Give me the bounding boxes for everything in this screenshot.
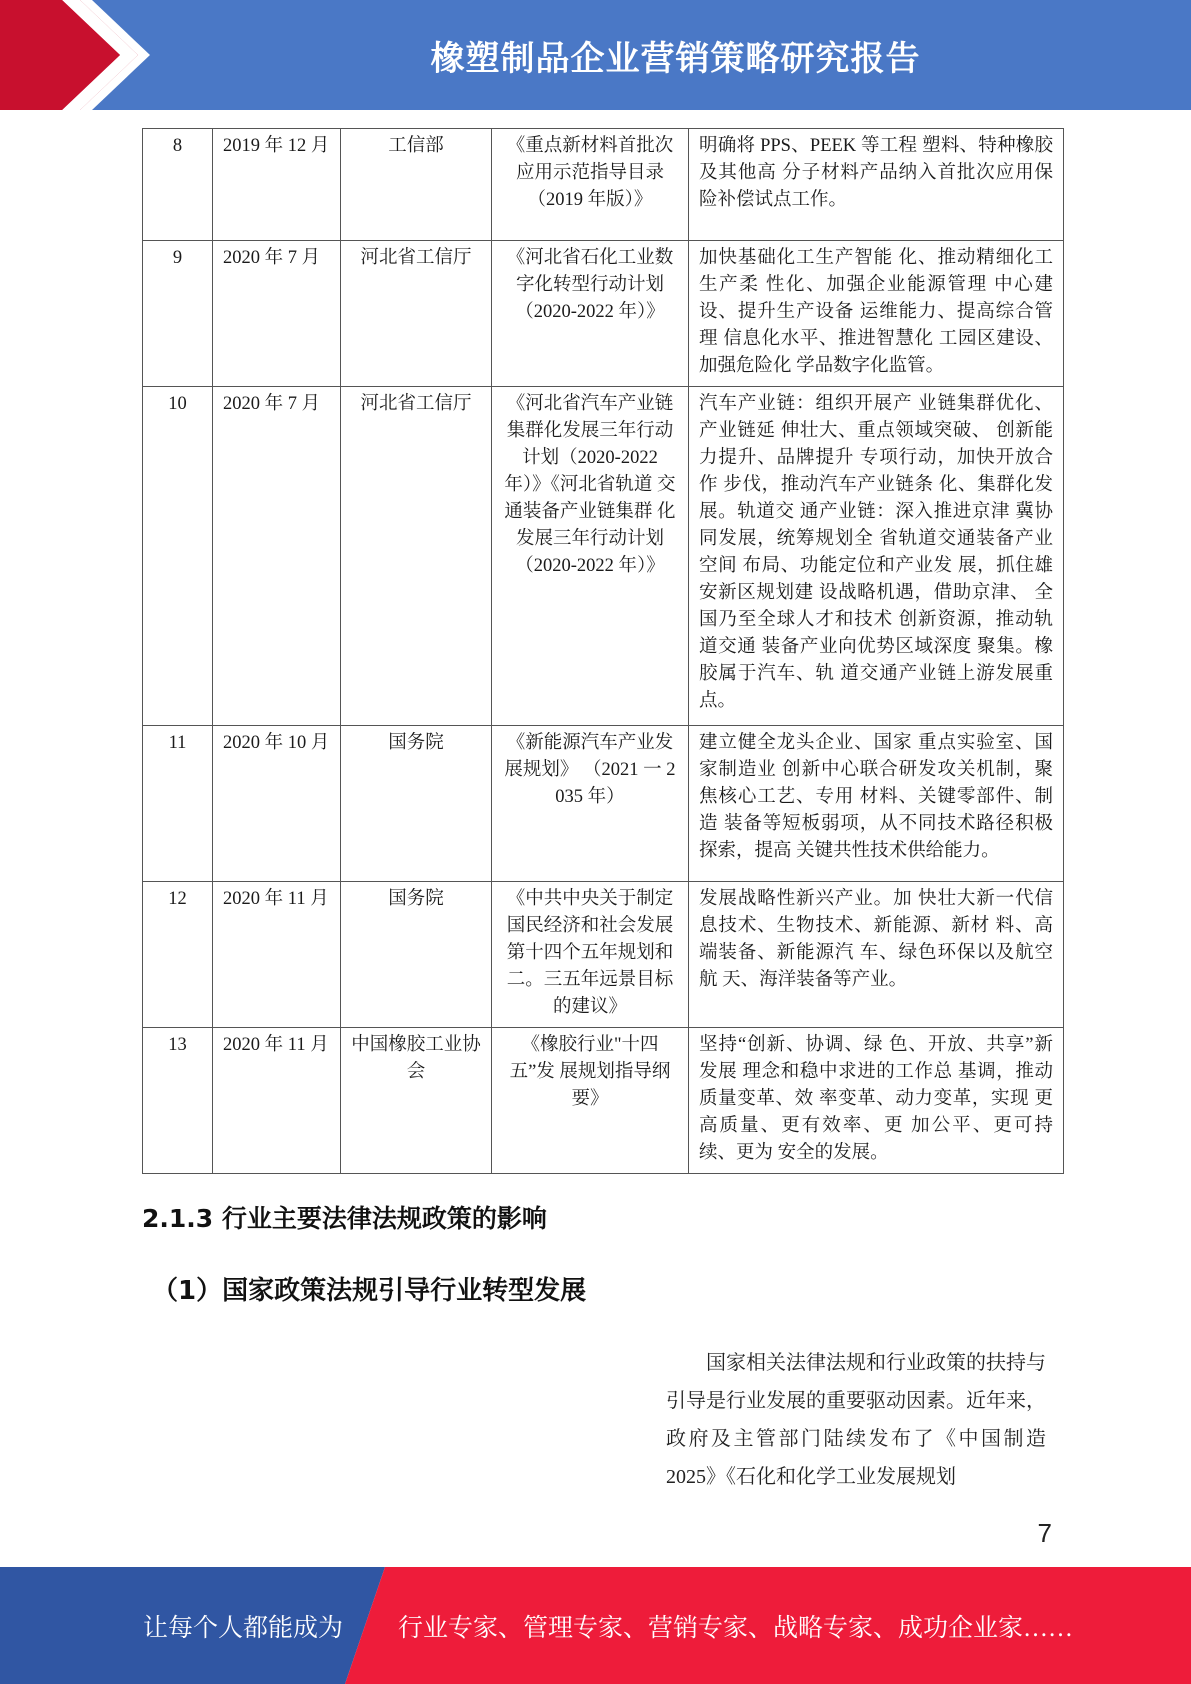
section-heading: 2.1.3 行业主要法律法规政策的影响 <box>142 1204 547 1233</box>
row-department: 中国橡胶工业协 会 <box>341 1028 492 1174</box>
row-number: 11 <box>143 726 213 882</box>
row-date: 2020 年 7 月 <box>213 387 341 726</box>
body-paragraph-text: 国家相关法律法规和行业政策的扶持与引导是行业发展的重要驱动因素。近年来，政府及主管部门陆续发布了《中国制造 2025》《石化和化学工业发展规划 <box>666 1352 1046 1488</box>
row-date: 2019 年 12 月 <box>213 129 341 241</box>
row-document: 《河北省石化工业数 字化转型行动计划 （2020-2022 年）》 <box>492 241 689 387</box>
subsection-heading: （1）国家政策法规引导行业转型发展 <box>152 1276 587 1306</box>
row-date: 2020 年 11 月 <box>213 1028 341 1174</box>
row-department: 河北省工信厅 <box>341 241 492 387</box>
row-description: 坚持“创新、协调、绿 色、开放、共享”新发展 理念和稳中求进的工作总 基调，推动质量变革、效 率变革、动力变革，实现 更高质量、更有效率、更 加公平、更可持续、更为 安全的发展。 <box>689 1028 1064 1174</box>
table-row <box>143 241 1064 387</box>
table-row <box>143 129 1064 241</box>
row-department: 河北省工信厅 <box>341 387 492 726</box>
row-date: 2020 年 11 月 <box>213 882 341 1028</box>
row-number: 13 <box>143 1028 213 1174</box>
row-document: 《橡胶行业"十四五”发 展规划指导纲要》 <box>492 1028 689 1174</box>
body-paragraph <box>666 1344 1046 1496</box>
row-date: 2020 年 7 月 <box>213 241 341 387</box>
header-arrow-decoration <box>0 0 160 110</box>
row-description: 加快基础化工生产智能 化、推动精细化工生产柔 性化、加强企业能源管理 中心建设、提升生产设备 运维能力、提高综合管理 信息化水平、推进智慧化 工园区建设、加强危险化 学品数字化监管。 <box>689 241 1064 387</box>
page-number: 7 <box>1037 1518 1052 1548</box>
row-date: 2020 年 10 月 <box>213 726 341 882</box>
row-number: 9 <box>143 241 213 387</box>
row-description: 明确将 PPS、PEEK 等工程 塑料、特种橡胶及其他高 分子材料产品纳入首批次应用保险补偿试点工作。 <box>689 129 1064 241</box>
row-description: 发展战略性新兴产业。加 快壮大新一代信息技术、生物技术、新能源、新材 料、高端装备、新能源汽 车、绿色环保以及航空航 天、海洋装备等产业。 <box>689 882 1064 1028</box>
row-description: 汽车产业链：组织开展产 业链集群优化、产业链延 伸壮大、重点领域突破、 创新能力提升、品牌提升 专项行动，加快开放合作 步伐，推动汽车产业链条 化、集群化发展。轨道交 通产业链：深入推进京津 冀协同发展，统筹规划全 省轨道交通装备产业空间 布局、功能定位和产业发 展，抓住雄安新区规划建 设战略机遇，借助京津、 全国乃至全球人才和技术 创新资源，推动轨道交通 装备产业向优势区域深度 聚集。橡胶属于汽车、轨 道交通产业链上游发展重 点。 <box>689 387 1064 726</box>
row-description: 建立健全龙头企业、国家 重点实验室、国家制造业 创新中心联合研发攻关机制，聚焦核心工艺、专用 材料、关键零部件、制造 装备等短板弱项，从不同技术路径积极探索，提高 关键共性技术供给能力。 <box>689 726 1064 882</box>
row-number: 12 <box>143 882 213 1028</box>
page-footer <box>0 1567 1191 1684</box>
row-department: 工信部 <box>341 129 492 241</box>
table-row <box>143 1028 1064 1174</box>
row-department: 国务院 <box>341 882 492 1028</box>
table-row <box>143 726 1064 882</box>
table-row <box>143 387 1064 726</box>
row-number: 10 <box>143 387 213 726</box>
footer-slogan-right: 行业专家、管理专家、营销专家、战略专家、成功企业家…… <box>398 1614 1074 1642</box>
page-header <box>0 0 1191 110</box>
row-department: 国务院 <box>341 726 492 882</box>
policy-table <box>142 128 1064 1174</box>
row-document: 《新能源汽车产业发 展规划》 （2021 一 2035 年） <box>492 726 689 882</box>
row-document: 《河北省汽车产业链 集群化发展三年行动 计划（2020-2022 年）》《河北省轨道 交通装备产业链集群 化发展三年行动计划 （2020-2022 年）》 <box>492 387 689 726</box>
table-row <box>143 882 1064 1028</box>
report-title: 橡塑制品企业营销策略研究报告 <box>430 38 921 79</box>
footer-slogan-left: 让每个人都能成为 <box>143 1614 344 1642</box>
row-number: 8 <box>143 129 213 241</box>
row-document: 《重点新材料首批次 应用示范指导目录 （2019 年版）》 <box>492 129 689 241</box>
row-document: 《中共中央关于制定 国民经济和社会发展第十四个五年规划和 二。三五年远景目标 的建议》 <box>492 882 689 1028</box>
